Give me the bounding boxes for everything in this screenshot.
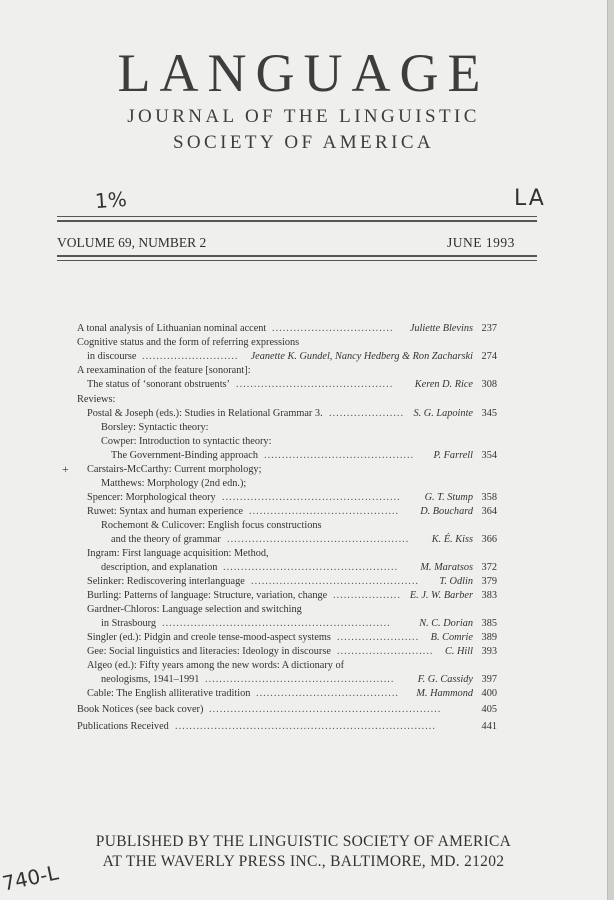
toc-entry-page: 358 <box>481 492 497 503</box>
dot-leader: ......................................................................... <box>175 721 436 732</box>
toc-entry-page: 389 <box>481 632 497 643</box>
toc-entry-title: A tonal analysis of Lithuanian nominal accent <box>77 323 267 334</box>
journal-title: LANGUAGE <box>117 43 490 103</box>
toc-entry-page: 308 <box>481 379 497 390</box>
toc-entry-title: description, and explanation <box>101 562 218 573</box>
dot-leader: ............................................... <box>251 576 419 587</box>
toc-entry-author: N. C. Dorian <box>419 618 473 629</box>
toc-entry-title: Cable: The English alliterative tradition <box>87 688 251 699</box>
dot-leader: .......................................... <box>264 450 415 461</box>
toc-entry <box>77 393 497 407</box>
dot-leader: ........................................ <box>256 688 399 699</box>
handwritten-catalog-number: 740-L <box>0 860 61 896</box>
dot-leader: ........................... <box>142 351 239 362</box>
imprint-line-1: PUBLISHED BY THE LINGUISTIC SOCIETY OF AMERICA <box>95 833 512 850</box>
toc-entry <box>77 477 497 491</box>
toc-entry <box>77 703 497 717</box>
toc-entry <box>77 491 497 505</box>
dot-leader: .......................................... <box>249 506 400 517</box>
toc-entry <box>77 519 497 533</box>
toc-entry-page: 366 <box>481 534 497 545</box>
dot-leader: ................................................... <box>227 534 410 545</box>
toc-entry <box>77 435 497 449</box>
toc-entry <box>77 631 497 645</box>
dot-leader: .................................. <box>272 323 394 334</box>
toc-entry-title: Cognitive status and the form of referring expressions <box>77 337 300 348</box>
dot-leader: ....................... <box>337 632 420 643</box>
toc-entry-title: in discourse <box>87 351 137 362</box>
toc-entry-title: in Strasbourg <box>101 618 157 629</box>
toc-entry-author: M. Hammond <box>416 688 473 699</box>
handwritten-note-left: 1% <box>94 186 128 214</box>
top-rule-2 <box>57 220 537 222</box>
toc-entry-author: G. T. Stump <box>424 492 473 503</box>
toc-entry-title: Book Notices (see back cover) <box>77 704 204 715</box>
toc-entry <box>77 533 497 547</box>
toc-entry-title: Gee: Social linguistics and literacies: Ideology in discourse <box>87 646 331 657</box>
dot-leader: ........................... <box>337 646 434 657</box>
toc-entry <box>77 449 497 463</box>
toc-entry-title: neologisms, 1941–1991 <box>101 674 200 685</box>
toc-entry-page: 274 <box>481 351 497 362</box>
toc-entry-page: 345 <box>481 408 497 419</box>
toc-entry-author: F. G. Cassidy <box>417 674 473 685</box>
toc-entry-author: C. Hill <box>444 646 473 657</box>
toc-entry-author: P. Farrell <box>433 450 473 461</box>
toc-entry <box>77 603 497 617</box>
toc-entry-author: K. É. Kiss <box>431 534 473 545</box>
toc-entry-page: 400 <box>481 688 497 699</box>
toc-entry-author: E. J. W. Barber <box>409 590 473 601</box>
toc-entry <box>77 659 497 673</box>
toc-entry-author: Jeanette K. Gundel, Nancy Hedberg & Ron Zacharski <box>250 351 473 362</box>
toc-entry <box>77 673 497 687</box>
toc-entry-author: D. Bouchard <box>420 506 473 517</box>
toc-entry <box>77 617 497 631</box>
page-edge <box>607 0 614 900</box>
toc-entry <box>77 505 497 519</box>
toc-entry-page: 379 <box>481 576 497 587</box>
toc-entry-title: A reexamination of the feature [sonorant]: <box>77 365 251 376</box>
toc-entry <box>77 407 497 421</box>
toc-entry-title: Ingram: First language acquisition: Method, <box>87 548 269 559</box>
toc-entry-title: Spencer: Morphological theory <box>87 492 216 503</box>
toc-entry-title: Ruwet: Syntax and human experience <box>87 506 244 517</box>
toc-entry-title: Selinker: Rediscovering interlanguage <box>87 576 245 587</box>
toc-entry-page: 393 <box>481 646 497 657</box>
toc-entry-page: 354 <box>481 450 497 461</box>
issue-date: JUNE 1993 <box>447 235 515 250</box>
toc-entry-title: Algeo (ed.): Fifty years among the new words: A dictionary of <box>87 660 345 671</box>
toc-entry-author: Juliette Blevins <box>409 323 473 334</box>
toc-entry <box>77 575 497 589</box>
toc-entry-title: and the theory of grammar <box>111 534 221 545</box>
toc-entry-page: 383 <box>481 590 497 601</box>
imprint-line-2: AT THE WAVERLY PRESS INC., BALTIMORE, MD. 21202 <box>102 853 505 870</box>
handwritten-toc-mark: + <box>62 462 69 476</box>
toc-entry <box>77 463 497 477</box>
toc-entry-title: Publications Received <box>77 721 169 732</box>
toc-entry-title: Reviews: <box>77 394 116 405</box>
toc-entry-title: Rochemont & Culicover: English focus constructions <box>101 520 322 531</box>
toc-entry-title: The status of ‘sonorant obstruents’ <box>87 379 230 390</box>
toc-entry-page: 237 <box>481 323 497 334</box>
toc-entry-title: The Government-Binding approach <box>111 450 258 461</box>
toc-entry <box>77 378 497 392</box>
toc-entry-title: Borsley: Syntactic theory: <box>101 422 209 433</box>
toc-entry-page: 385 <box>481 618 497 629</box>
dot-leader: .................................................. <box>222 492 401 503</box>
toc-entry-page: 397 <box>481 674 497 685</box>
toc-entry-title: Postal & Joseph (eds.): Studies in Relational Grammar 3. <box>87 408 323 419</box>
dot-leader: ................................................. <box>223 562 399 573</box>
publisher-imprint <box>0 832 607 872</box>
toc-entry <box>77 364 497 378</box>
toc-entry-page: 441 <box>481 721 497 732</box>
toc-entry <box>77 322 497 336</box>
volume-number: VOLUME 69, NUMBER 2 <box>57 235 207 250</box>
toc-entry <box>77 561 497 575</box>
bottom-rule-2 <box>57 260 537 261</box>
dot-leader: ................................................................. <box>209 704 442 715</box>
toc-entry-author: B. Comrie <box>430 632 473 643</box>
toc-entry <box>77 687 497 701</box>
toc-entry-title: Gardner-Chloros: Language selection and switching <box>87 604 302 615</box>
dot-leader: ..................... <box>329 408 405 419</box>
toc-entry-author: T. Odlin <box>439 576 473 587</box>
journal-subtitle <box>0 104 607 156</box>
toc-entry <box>77 645 497 659</box>
toc-entry-author: M. Maratsos <box>420 562 473 573</box>
toc-entry-page: 364 <box>481 506 497 517</box>
dot-leader: ............................................ <box>236 379 394 390</box>
toc-entry <box>77 720 497 734</box>
toc-entry <box>77 336 497 350</box>
toc-entry-title: Matthews: Morphology (2nd edn.); <box>101 478 247 489</box>
toc-entry <box>77 350 497 364</box>
toc-entry-page: 405 <box>481 704 497 715</box>
top-rule-1 <box>57 216 537 217</box>
subtitle-line-2: SOCIETY OF AMERICA <box>172 132 435 153</box>
toc-entry-title: Cowper: Introduction to syntactic theory: <box>101 436 272 447</box>
toc-entry-author: S. G. Lapointe <box>413 408 473 419</box>
subtitle-line-1: JOURNAL OF THE LINGUISTIC <box>127 106 480 127</box>
dot-leader: ..................................................... <box>205 674 395 685</box>
toc-entry-author: Keren D. Rice <box>414 379 473 390</box>
toc-entry-title: Burling: Patterns of language: Structure, variation, change <box>87 590 328 601</box>
toc-entry-title: Carstairs-McCarthy: Current morphology; <box>87 464 262 475</box>
handwritten-note-right: LA <box>514 186 546 211</box>
toc-entry <box>77 547 497 561</box>
dot-leader: ................................................................ <box>162 618 391 629</box>
toc-entry-title: Singler (ed.): Pidgin and creole tense-mood-aspect systems <box>87 632 331 643</box>
dot-leader: ................... <box>333 590 401 601</box>
toc-entry-page: 372 <box>481 562 497 573</box>
toc-entry <box>77 589 497 603</box>
bottom-rule-1 <box>57 255 537 257</box>
toc-entry <box>77 421 497 435</box>
